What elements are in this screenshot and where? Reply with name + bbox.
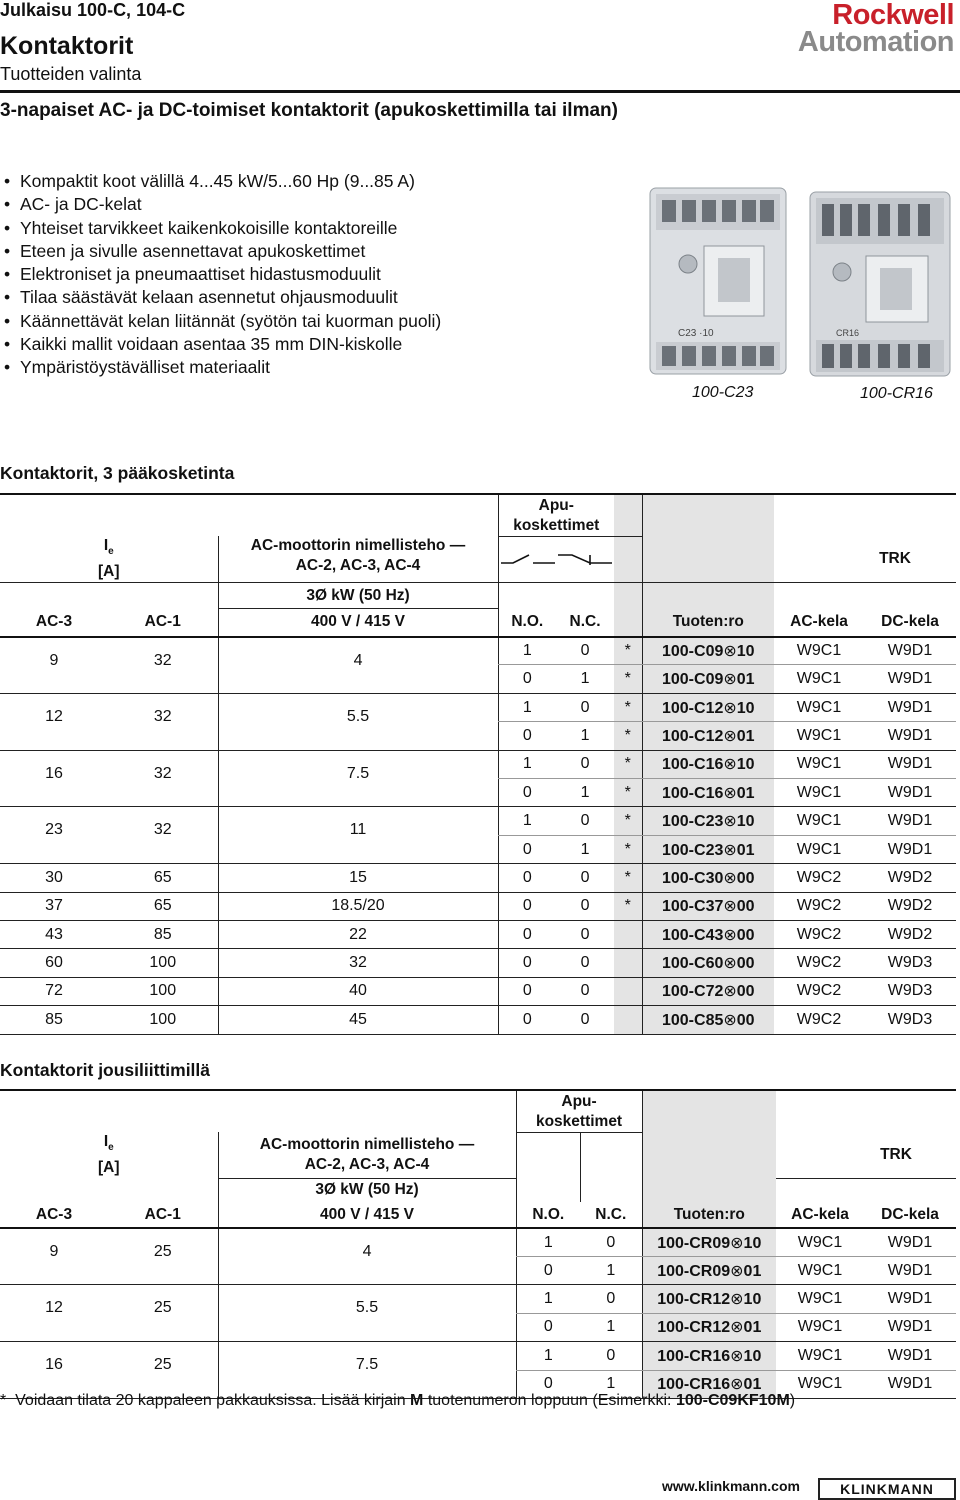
apu-header-line1: Apu- (561, 1092, 597, 1110)
no-count: 0 (498, 665, 556, 693)
page-subtitle: Tuotteiden valinta (0, 64, 142, 84)
feature-list (0, 170, 441, 380)
no-header: N.O. (516, 1202, 580, 1228)
placeholder-circled-times-icon: ⊗ (723, 926, 737, 944)
dc-coil-code: W9D1 (864, 1285, 956, 1313)
motor-power-kw: 18.5/20 (218, 892, 498, 920)
no-count: 0 (498, 835, 556, 863)
placeholder-circled-times-icon: ⊗ (723, 671, 737, 689)
catalog-suffix: 01 (736, 841, 755, 859)
dc-coil-code: W9D2 (864, 892, 956, 920)
catalog-number (642, 722, 774, 750)
nc-count: 1 (556, 835, 614, 863)
pack-marker: * (614, 892, 642, 920)
pack-marker: * (614, 835, 642, 863)
nc-count: 1 (556, 722, 614, 750)
ac-coil-code: W9C2 (774, 949, 864, 977)
no-count: 0 (516, 1256, 580, 1284)
ac3-header: AC-3 (0, 1202, 108, 1228)
dc-coil-code: W9D1 (864, 1342, 956, 1370)
catalog-suffix: 00 (736, 1011, 755, 1029)
ac-coil-code: W9C1 (774, 750, 864, 778)
feature-item: • Elektroniset ja pneumaattiset hidastusmoduulit (0, 263, 441, 286)
catalog-suffix: 01 (736, 671, 755, 689)
nc-count: 0 (556, 892, 614, 920)
catalog-number (642, 892, 774, 920)
catalog-suffix: 10 (736, 756, 755, 774)
no-count: 1 (498, 693, 556, 721)
ac3-current: 16 (0, 1342, 108, 1399)
feature-item: • Eteen ja sivulle asennettavat apukoskettimet (0, 240, 441, 263)
table-row (0, 693, 956, 721)
ac1-current: 100 (108, 1006, 218, 1034)
catalog-prefix: 100-C16 (661, 784, 724, 802)
ac-coil-code: W9C1 (776, 1370, 864, 1398)
nc-count: 0 (556, 1006, 614, 1034)
placeholder-circled-times-icon: ⊗ (723, 1011, 737, 1029)
nc-count: 1 (580, 1256, 642, 1284)
pack-marker (614, 977, 642, 1005)
ac3-header: AC-3 (0, 609, 108, 637)
catalog-suffix: 00 (736, 926, 755, 944)
feature-item: • AC- ja DC-kelat (0, 193, 441, 216)
ie-header: $I_e$ (103, 537, 114, 558)
no-count: 1 (516, 1285, 580, 1313)
dc-coil-code: W9D1 (864, 1313, 956, 1341)
no-count: 0 (516, 1313, 580, 1341)
catalog-number (642, 693, 774, 721)
catalog-number (642, 807, 774, 835)
placeholder-circled-times-icon: ⊗ (730, 1262, 744, 1280)
motor-power-kw: 4 (218, 1228, 516, 1285)
table-row (0, 750, 956, 778)
pack-marker: * (614, 779, 642, 807)
catalog-suffix: 01 (743, 1319, 762, 1337)
ac-coil-code: W9C1 (774, 779, 864, 807)
pack-marker (614, 921, 642, 949)
nc-header: N.C. (556, 609, 614, 637)
placeholder-circled-times-icon: ⊗ (730, 1376, 744, 1394)
nc-count: 0 (580, 1228, 642, 1256)
trk-header: TRK (774, 536, 956, 583)
placeholder-circled-times-icon: ⊗ (723, 869, 737, 887)
ac1-current: 100 (108, 977, 218, 1005)
catalog-prefix: 100-C16 (661, 756, 724, 774)
dc-coil-code: W9D1 (864, 835, 956, 863)
no-count: 0 (516, 1370, 580, 1398)
apu-header-line2: koskettimet (535, 1112, 623, 1130)
page-title: Kontaktorit (0, 32, 134, 60)
footnote-letter: M (410, 1392, 424, 1409)
rockwell-automation-logo (798, 2, 954, 56)
apu-header-line1: Apu- (538, 496, 574, 514)
ac-coil-code: W9C1 (776, 1256, 864, 1284)
catalog-number (642, 977, 774, 1005)
ac-coil-code: W9C2 (774, 892, 864, 920)
placeholder-circled-times-icon: ⊗ (723, 813, 737, 831)
apu-header-line2: koskettimet (513, 516, 600, 534)
photo-caption: 100-CR16 (860, 385, 933, 402)
catalog-prefix: 100-C43 (661, 926, 724, 944)
footnote-text-1: Voidaan tilata 20 kappaleen pakkauksissa. Lisää kirjain (15, 1392, 411, 1409)
catalog-number (642, 949, 774, 977)
catalog-suffix: 00 (736, 955, 755, 973)
catalog-prefix: 100-C37 (661, 898, 724, 916)
ac-coil-code: W9C1 (774, 722, 864, 750)
motor-power-kw: 5.5 (218, 1285, 516, 1342)
catalog-prefix: 100-C30 (661, 869, 724, 887)
footnote-example: 100-C09KF10M (675, 1392, 790, 1409)
ac-coil-code: W9C2 (774, 1006, 864, 1034)
placeholder-circled-times-icon: ⊗ (730, 1291, 744, 1309)
pack-marker: * (614, 693, 642, 721)
feature-item: • Yhteiset tarvikkeet kaikenkokoisille kontaktoreille (0, 217, 441, 240)
catalog-prefix: 100-CR16 (657, 1376, 731, 1394)
kw-header: 3Ø kW (50 Hz) (218, 583, 498, 609)
ac3-current: 60 (0, 949, 108, 977)
ac3-current: 72 (0, 977, 108, 1005)
nc-count: 1 (556, 779, 614, 807)
header-divider (0, 90, 960, 93)
pack-marker: * (614, 750, 642, 778)
ac-coil-code: W9C2 (774, 977, 864, 1005)
catalog-prefix: 100-C85 (661, 1011, 724, 1029)
catalog-number (642, 921, 774, 949)
ac3-current: 12 (0, 693, 108, 750)
nc-count: 1 (556, 665, 614, 693)
catalog-suffix: 10 (736, 813, 755, 831)
catalog-number (642, 835, 774, 863)
motor-power-kw: 22 (218, 921, 498, 949)
catalog-suffix: 10 (736, 699, 755, 717)
no-count: 0 (498, 921, 556, 949)
no-count: 0 (498, 892, 556, 920)
catalog-suffix: 01 (743, 1262, 762, 1280)
dc-coil-code: W9D2 (864, 864, 956, 892)
nc-count: 1 (580, 1370, 642, 1398)
catalog-suffix: 01 (736, 784, 755, 802)
ac-coil-code: W9C1 (776, 1228, 864, 1256)
table1-title: Kontaktorit, 3 pääkosketinta (0, 463, 235, 483)
motor-subheader: AC-2, AC-3, AC-4 (295, 557, 421, 574)
ie-unit-header: [A] (97, 1159, 120, 1177)
footnote-marker: * (0, 1392, 7, 1409)
footnote-close: ) (789, 1392, 796, 1409)
ac1-current: 32 (108, 693, 218, 750)
dc-coil-code: W9D3 (864, 977, 956, 1005)
no-count: 0 (498, 722, 556, 750)
photo-label: CR16 (836, 328, 860, 338)
ac3-current: 12 (0, 1285, 108, 1342)
dc-coil-code: W9D1 (864, 1370, 956, 1398)
ac-coil-code: W9C1 (776, 1342, 864, 1370)
ac1-current: 65 (108, 892, 218, 920)
feature-item: • Kompaktit koot välillä 4...45 kW/5...60 Hp (9...85 A) (0, 170, 441, 193)
placeholder-circled-times-icon: ⊗ (723, 841, 737, 859)
ac-coil-header: AC-kela (774, 609, 864, 637)
nc-count: 0 (556, 977, 614, 1005)
placeholder-circled-times-icon: ⊗ (723, 643, 737, 661)
ac3-current: 16 (0, 750, 108, 807)
table-row (0, 949, 956, 977)
no-count: 0 (498, 779, 556, 807)
dc-coil-code: W9D1 (864, 779, 956, 807)
catalog-suffix: 01 (743, 1376, 762, 1394)
nc-count: 0 (556, 921, 614, 949)
dc-coil-code: W9D1 (864, 693, 956, 721)
catalog-number (642, 1285, 776, 1313)
table-row (0, 1006, 956, 1034)
catalog-header: Tuoten:ro (642, 1202, 776, 1228)
catalog-header: Tuoten:ro (642, 609, 774, 637)
pack-marker: * (614, 807, 642, 835)
series-label: Julkaisu 100-C, 104-C (0, 0, 186, 20)
nc-count: 0 (556, 637, 614, 665)
placeholder-circled-times-icon: ⊗ (723, 727, 737, 745)
dc-coil-code: W9D1 (864, 1228, 956, 1256)
pack-marker: * (614, 665, 642, 693)
table-row (0, 921, 956, 949)
nc-contact-symbol (556, 536, 614, 583)
catalog-number (642, 1256, 776, 1284)
contactor-table (0, 493, 956, 1035)
motor-header: AC-moottorin nimellisteho — (250, 537, 466, 554)
feature-item: • Tilaa säästävät kelaan asennetut ohjausmoduulit (0, 286, 441, 309)
pack-marker: * (614, 637, 642, 665)
catalog-number (642, 1228, 776, 1256)
dc-coil-code: W9D1 (864, 1256, 956, 1284)
nc-count: 0 (556, 693, 614, 721)
nc-count: 1 (580, 1313, 642, 1341)
catalog-prefix: 100-CR12 (657, 1291, 731, 1309)
motor-power-kw: 40 (218, 977, 498, 1005)
motor-subheader: AC-2, AC-3, AC-4 (304, 1155, 430, 1173)
no-count: 1 (516, 1228, 580, 1256)
catalog-number (642, 637, 774, 665)
ie-unit-header: [A] (97, 563, 120, 581)
dc-coil-code: W9D1 (864, 637, 956, 665)
nc-header: N.C. (580, 1202, 642, 1228)
catalog-prefix: 100-CR09 (657, 1262, 731, 1280)
motor-header: AC-moottorin nimellisteho — (259, 1135, 475, 1153)
catalog-prefix: 100-C72 (661, 983, 724, 1001)
catalog-suffix: 00 (736, 983, 755, 1001)
ac1-header: AC-1 (108, 609, 218, 637)
ac1-current: 85 (108, 921, 218, 949)
trk-header: TRK (776, 1132, 956, 1178)
placeholder-circled-times-icon: ⊗ (730, 1347, 744, 1365)
placeholder-circled-times-icon: ⊗ (723, 756, 737, 774)
catalog-prefix: 100-CR16 (657, 1347, 731, 1365)
no-count: 1 (516, 1342, 580, 1370)
ac3-current: 37 (0, 892, 108, 920)
ac1-current: 65 (108, 864, 218, 892)
table-row (0, 892, 956, 920)
catalog-suffix: 01 (736, 727, 755, 745)
ac1-current: 25 (108, 1342, 218, 1399)
volt-header: 400 V / 415 V (218, 609, 498, 637)
no-count: 0 (498, 864, 556, 892)
motor-power-kw: 32 (218, 949, 498, 977)
table-row (0, 637, 956, 665)
catalog-number (642, 1006, 774, 1034)
no-contact-symbol (498, 536, 556, 583)
catalog-number (642, 1313, 776, 1341)
catalog-suffix: 00 (736, 898, 755, 916)
placeholder-circled-times-icon: ⊗ (730, 1319, 744, 1337)
kw-header: 3Ø kW (50 Hz) (218, 1178, 516, 1202)
ac3-current: 43 (0, 921, 108, 949)
no-count: 0 (498, 949, 556, 977)
photo-caption: 100-C23 (692, 384, 754, 401)
feature-item: • Ympäristöystävälliset materiaalit (0, 356, 441, 379)
ac-coil-code: W9C1 (774, 807, 864, 835)
ac1-current: 25 (108, 1228, 218, 1285)
placeholder-circled-times-icon: ⊗ (723, 983, 737, 1001)
table-row (0, 1285, 956, 1313)
ac-coil-code: W9C1 (774, 693, 864, 721)
ac3-current: 9 (0, 637, 108, 694)
catalog-number (642, 750, 774, 778)
catalog-prefix: 100-C09 (661, 671, 724, 689)
no-count: 1 (498, 637, 556, 665)
no-count: 1 (498, 750, 556, 778)
feature-item: • Käännettävät kelan liitännät (syötön tai kuorman puoli) (0, 310, 441, 333)
nc-count: 0 (556, 750, 614, 778)
pack-marker: * (614, 722, 642, 750)
no-contact-icon (499, 552, 557, 566)
dc-coil-code: W9D1 (864, 665, 956, 693)
catalog-number (642, 779, 774, 807)
photo-label: C23 ·10 (678, 328, 714, 339)
logo-line-rockwell: Rockwell (832, 0, 954, 31)
no-count: 0 (498, 1006, 556, 1034)
catalog-prefix: 100-C60 (661, 955, 724, 973)
dc-coil-code: W9D1 (864, 750, 956, 778)
contactor-100-c23-photo (648, 186, 788, 376)
nc-contact-icon (556, 552, 614, 566)
catalog-suffix: 10 (743, 1291, 762, 1309)
ac-coil-code: W9C2 (774, 864, 864, 892)
ac-coil-code: W9C2 (774, 921, 864, 949)
table2-title: Kontaktorit jousiliittimillä (0, 1060, 211, 1080)
ie-header: $I_e$ (103, 1133, 114, 1154)
table-row (0, 977, 956, 1005)
ac-coil-code: W9C1 (774, 665, 864, 693)
placeholder-circled-times-icon: ⊗ (730, 1234, 744, 1252)
catalog-prefix: 100-C12 (661, 699, 724, 717)
ac1-current: 32 (108, 807, 218, 864)
dc-coil-code: W9D1 (864, 722, 956, 750)
ac3-current: 23 (0, 807, 108, 864)
spring-terminal-contactor-table (0, 1089, 956, 1399)
ac1-current: 100 (108, 949, 218, 977)
dc-coil-code: W9D1 (864, 807, 956, 835)
motor-power-kw: 15 (218, 864, 498, 892)
section-title: 3-napaiset AC- ja DC-toimiset kontaktorit (apukoskettimilla tai ilman) (0, 100, 618, 121)
table-row (0, 807, 956, 835)
motor-power-kw: 5.5 (218, 693, 498, 750)
ac-coil-code: W9C1 (774, 637, 864, 665)
feature-item: • Kaikki mallit voidaan asentaa 35 mm DIN-kiskolle (0, 333, 441, 356)
dc-coil-code: W9D3 (864, 949, 956, 977)
catalog-number (642, 1342, 776, 1370)
placeholder-circled-times-icon: ⊗ (723, 955, 737, 973)
catalog-prefix: 100-CR12 (657, 1319, 731, 1337)
catalog-prefix: 100-C23 (661, 813, 724, 831)
catalog-prefix: 100-C09 (661, 643, 724, 661)
logo-line-automation: Automation (797, 26, 954, 58)
table-row (0, 1228, 956, 1256)
motor-power-kw: 7.5 (218, 1342, 516, 1399)
nc-count: 0 (580, 1285, 642, 1313)
motor-power-kw: 4 (218, 637, 498, 694)
dc-coil-header: DC-kela (864, 609, 956, 637)
catalog-prefix: 100-C23 (661, 841, 724, 859)
no-count: 0 (498, 977, 556, 1005)
nc-count: 0 (580, 1342, 642, 1370)
catalog-suffix: 10 (743, 1347, 762, 1365)
motor-power-kw: 45 (218, 1006, 498, 1034)
ac-coil-code: W9C1 (776, 1285, 864, 1313)
dc-coil-header: DC-kela (864, 1202, 956, 1228)
motor-power-kw: 7.5 (218, 750, 498, 807)
catalog-suffix: 10 (743, 1234, 762, 1252)
nc-count: 0 (556, 864, 614, 892)
pack-marker: * (614, 864, 642, 892)
nc-count: 0 (556, 807, 614, 835)
contactor-100-cr16-photo (808, 190, 952, 378)
ac-coil-code: W9C1 (776, 1313, 864, 1341)
footnote-text-2: tuotenumeron loppuun (Esimerkki: (423, 1392, 676, 1409)
footnote (0, 1392, 795, 1410)
placeholder-circled-times-icon: ⊗ (723, 898, 737, 916)
table-row (0, 1342, 956, 1370)
ac1-header: AC-1 (108, 1202, 218, 1228)
dc-coil-code: W9D2 (864, 921, 956, 949)
catalog-suffix: 00 (736, 869, 755, 887)
ac1-current: 25 (108, 1285, 218, 1342)
ac3-current: 85 (0, 1006, 108, 1034)
ac3-current: 30 (0, 864, 108, 892)
catalog-number (642, 665, 774, 693)
table-row (0, 864, 956, 892)
motor-power-kw: 11 (218, 807, 498, 864)
ac-coil-header: AC-kela (776, 1202, 864, 1228)
volt-header: 400 V / 415 V (218, 1202, 516, 1228)
website-link[interactable]: www.klinkmann.com (662, 1478, 800, 1494)
pack-marker (614, 1006, 642, 1034)
no-header: N.O. (498, 609, 556, 637)
placeholder-circled-times-icon: ⊗ (723, 784, 737, 802)
ac1-current: 32 (108, 750, 218, 807)
placeholder-circled-times-icon: ⊗ (723, 699, 737, 717)
catalog-number (642, 864, 774, 892)
no-count: 1 (498, 807, 556, 835)
klinkmann-logo: KLINKMANN (818, 1478, 956, 1500)
pack-marker (614, 949, 642, 977)
catalog-suffix: 10 (736, 643, 755, 661)
nc-count: 0 (556, 949, 614, 977)
ac1-current: 32 (108, 637, 218, 694)
catalog-prefix: 100-CR09 (657, 1234, 731, 1252)
ac-coil-code: W9C1 (774, 835, 864, 863)
dc-coil-code: W9D3 (864, 1006, 956, 1034)
catalog-prefix: 100-C12 (661, 727, 724, 745)
ac3-current: 9 (0, 1228, 108, 1285)
